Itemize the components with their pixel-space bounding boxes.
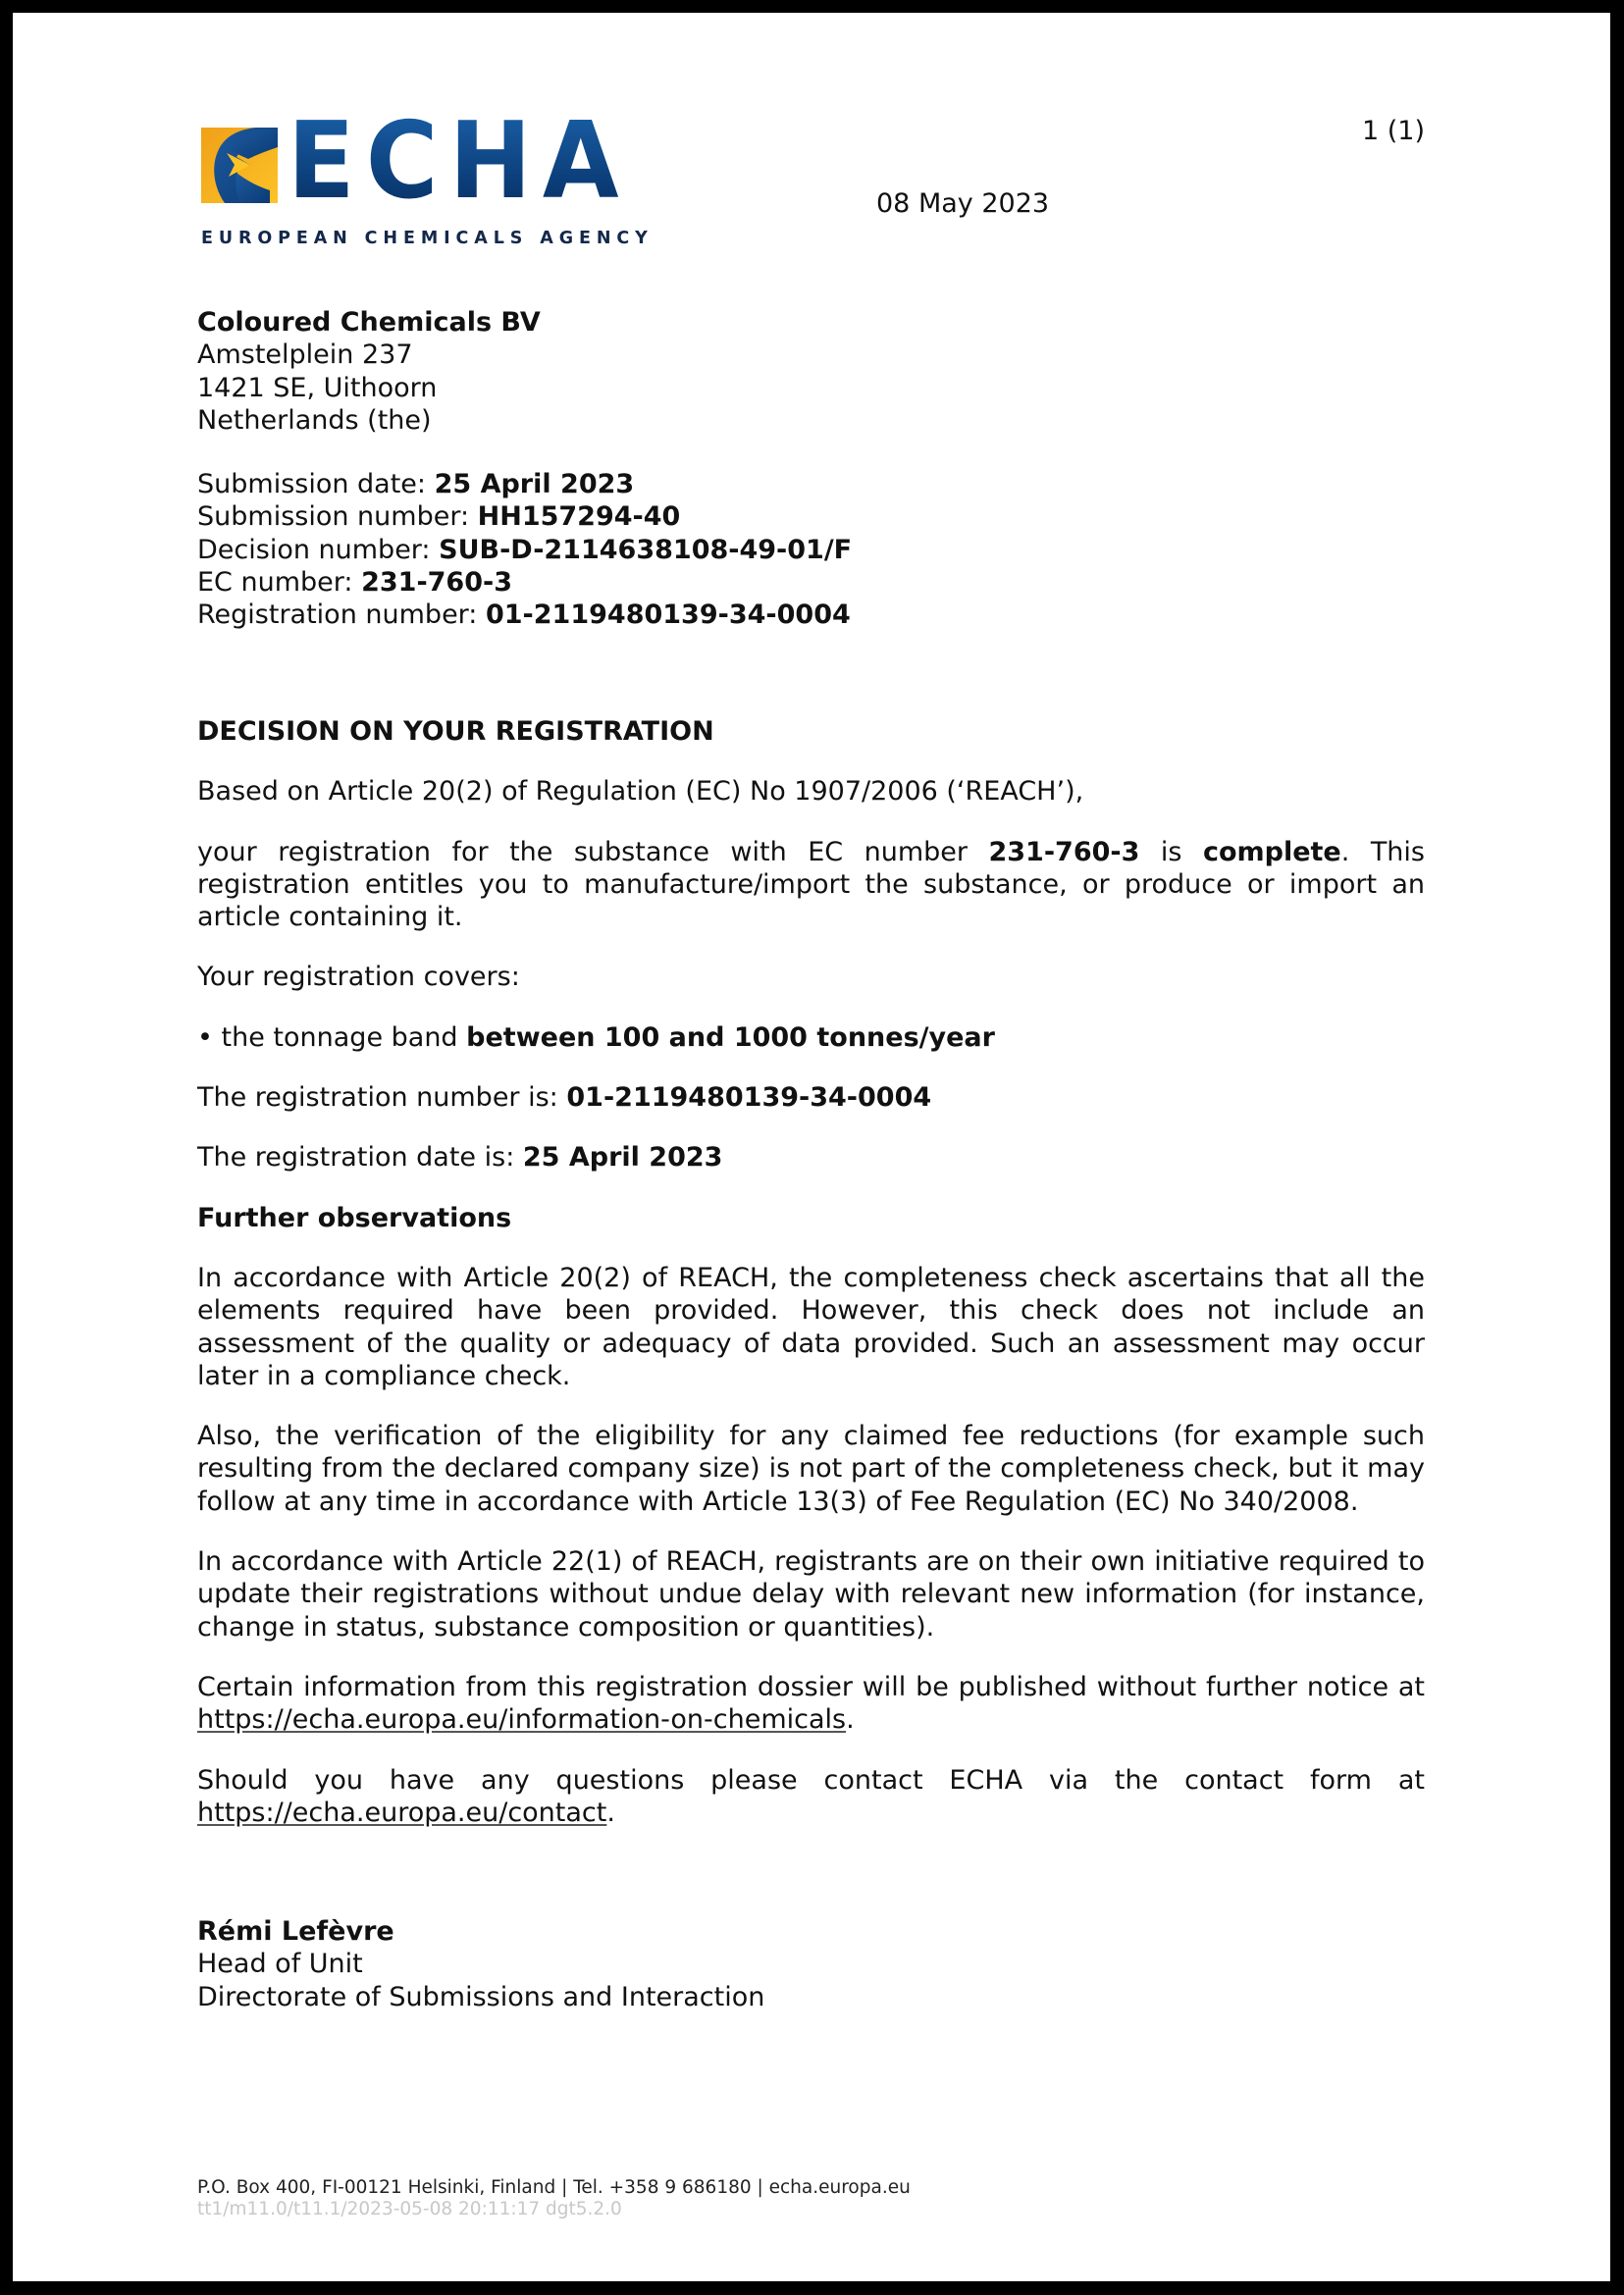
letter-body — [197, 715, 1425, 1856]
bullet-icon: • — [197, 1021, 213, 1053]
signatory-department: Directorate of Submissions and Interaction — [197, 1981, 765, 2012]
ref-value: 25 April 2023 — [434, 469, 635, 499]
echa-star-logo-icon — [201, 128, 278, 203]
footer-address: P.O. Box 400, FI-00121 Helsinki, Finland | Tel. +358 9 686180 | echa.europa.eu — [197, 2177, 911, 2198]
recipient-city: 1421 SE, Uithoorn — [197, 372, 438, 403]
registration-number-value: 01-2119480139-34-0004 — [566, 1082, 932, 1114]
ref-decision-number — [197, 534, 1425, 566]
page-footer — [197, 2177, 911, 2220]
registration-number-line — [197, 1081, 1425, 1114]
ref-registration-number — [197, 599, 1425, 631]
recipient-company: Coloured Chemicals BV — [197, 307, 541, 338]
publication-text: . — [846, 1704, 855, 1736]
publication-paragraph — [197, 1671, 1425, 1737]
completeness-text: . This registration entitles you to manufacture/import the substance, or produce or import an article containing it. — [197, 836, 1425, 933]
decision-heading: DECISION ON YOUR REGISTRATION — [197, 716, 714, 747]
completeness-status: complete — [1202, 836, 1341, 867]
registration-date-label: The registration date is: — [197, 1142, 523, 1174]
tonnage-band: between 100 and 1000 tonnes/year — [466, 1021, 995, 1053]
ref-label: EC number: — [197, 566, 362, 598]
echa-wordmark: ECHA — [288, 100, 630, 223]
ref-ec-number — [197, 566, 1425, 599]
registration-date-value: 25 April 2023 — [522, 1142, 723, 1174]
covers-intro: Your registration covers: — [197, 962, 520, 993]
further-observations-heading: Further observations — [197, 1202, 512, 1233]
footer-document-meta: tt1/m11.0/t11.1/2023-05-08 20:11:17 dgt5.2.0 — [197, 2199, 622, 2219]
ref-value: 231-760-3 — [361, 566, 512, 598]
completeness-text: your registration for the substance with EC number — [197, 836, 989, 867]
legal-basis-paragraph: Based on Article 20(2) of Regulation (EC) No 1907/2006 (‘REACH’), — [197, 776, 1084, 808]
contact-text: . — [606, 1797, 615, 1828]
recipient-street: Amstelplein 237 — [197, 339, 413, 371]
contact-text: Should you have any questions please contact ECHA via the contact form at — [197, 1764, 1425, 1796]
ref-label: Submission number: — [197, 501, 478, 533]
ref-label: Submission date: — [197, 469, 435, 499]
ref-submission-date — [197, 468, 1425, 500]
recipient-address — [197, 306, 1425, 437]
ref-label: Registration number: — [197, 600, 486, 631]
contact-form-link[interactable]: https://echa.europa.eu/contact — [197, 1797, 607, 1828]
publication-text: Certain information from this registration dossier will be published without further notice at — [197, 1671, 1425, 1702]
echa-logo-subtitle: EUROPEAN CHEMICALS AGENCY — [201, 229, 654, 248]
information-on-chemicals-link[interactable]: https://echa.europa.eu/information-on-chemicals — [197, 1704, 847, 1736]
ref-submission-number — [197, 500, 1425, 533]
letter-page — [13, 13, 1610, 2281]
registration-date-line — [197, 1141, 1425, 1174]
signature-block — [197, 1915, 1425, 2013]
contact-paragraph — [197, 1764, 1425, 1830]
completeness-ec-number: 231-760-3 — [988, 836, 1140, 867]
observation-paragraph-1: In accordance with Article 20(2) of REACH, the completeness check ascertains that all the elements required have been provided. However, this check does not include an assessment of the quality or adequacy of data provided. Such an assessment may occur later in a compliance check. — [197, 1262, 1425, 1391]
ref-value: 01-2119480139-34-0004 — [485, 600, 851, 631]
ref-label: Decision number: — [197, 534, 440, 565]
letter-date: 08 May 2023 — [876, 188, 1050, 219]
observation-paragraph-2: Also, the verification of the eligibility for any claimed fee reductions (for example such resulting from the declared company size) is not part of the completeness check, but it may follow at any time in accordance with Article 13(3) of Fee Regulation (EC) No 340/2008. — [197, 1421, 1425, 1517]
completeness-paragraph — [197, 836, 1425, 934]
signatory-name: Rémi Lefèvre — [197, 1916, 394, 1947]
ref-value: HH157294-40 — [477, 501, 681, 533]
page-number: 1 (1) — [1361, 116, 1425, 146]
covers-list-item — [197, 1021, 1425, 1054]
echa-logo — [201, 100, 662, 260]
ref-value: SUB-D-2114638108-49-01/F — [439, 534, 853, 565]
registration-number-label: The registration number is: — [197, 1082, 567, 1114]
reference-block — [197, 468, 1425, 631]
signatory-title: Head of Unit — [197, 1949, 363, 1980]
covers-item-text: the tonnage band — [221, 1021, 467, 1053]
recipient-country: Netherlands (the) — [197, 404, 432, 436]
observation-paragraph-3: In accordance with Article 22(1) of REACH, registrants are on their own initiative required to update their registrations without undue delay with relevant new information (for instance, change in status, substance composition or quantities). — [197, 1546, 1425, 1643]
completeness-text: is — [1139, 836, 1203, 867]
